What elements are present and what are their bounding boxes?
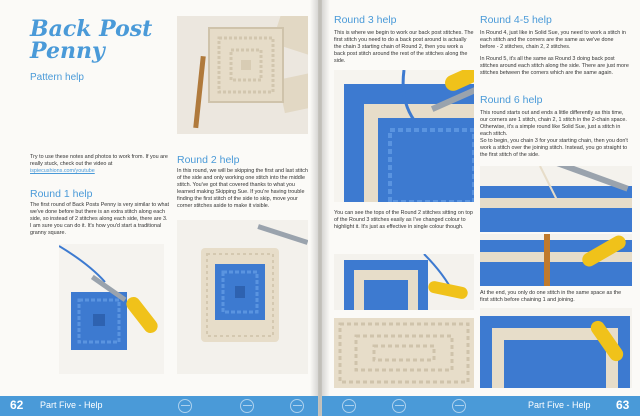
round2-image [177,220,308,374]
hero-photo [177,16,308,134]
left-page [0,0,318,396]
textured-square-image [334,318,474,388]
round45-heading: Round 4-5 help [480,14,552,26]
textured-square-photo [334,318,474,388]
left-page-number: 62 [10,398,24,412]
right-page [322,0,640,396]
round45-text-2: In Round 5, it's all the same as Round 3 doing back post stitches around each stitch along the side. There are just more stitches between the corners which are the same again. [480,56,629,76]
intro-paragraph: Try to use these notes and photos to work from. If you are really stuck, check out the video at ispiecushions.com/youtube [30,154,168,174]
pattern-title: Back Post Penny [30,16,153,64]
left-footer [0,396,318,416]
round3-detail-image [334,254,474,310]
round6-image-1 [480,166,632,232]
round6-text-1: This round starts out and ends a little differently as this time, our corners are 1 stitch, chain 2, 1 stitch in the 2-chain space. Otherwise, it's a simple round like Solid Sue, just a stitch in each stitch. [480,110,627,137]
round2-photo [177,220,308,374]
round1-heading: Round 1 help [30,188,93,200]
round6-image-3 [480,308,632,388]
page-gutter [310,0,330,416]
left-section-label: Part Five - Help [40,400,103,410]
youtube-link[interactable]: ispiecushions.com/youtube [30,168,95,174]
round6-photo-1 [480,166,632,232]
yarn-ball-icon [290,399,304,413]
right-page-number: 63 [616,398,630,412]
yarn-ball-icon [392,399,406,413]
round1-image [59,244,164,374]
round6-text-3: At the end, you only do one stitch in the same space as the first stitch before chaining 1 and joining. [480,290,622,303]
yarn-ball-icon [178,399,192,413]
granny-square-image [177,16,308,134]
round3-detail-photo [334,254,474,310]
round45-text-1: In Round 4, just like in Solid Sue, you need to work a stitch in each stitch and the corners are the same as we've done before - 2 stitches, chain 2, 2 stitches. [480,30,626,50]
right-section-label: Part Five - Help [528,400,591,410]
round3-photo [334,70,474,202]
round6-text-2: So to begin, you chain 3 for your starting chain, then you don't work a stitch over the joining stitch. Instead, you go straight to the first stitch of the side. [480,138,628,158]
round3-caption: You can see the tops of the Round 2 stitches sitting on top of the Round 3 stitches easily as I've changed colour to highlight it. It's just as effective in single colour though. [334,210,473,230]
round3-heading: Round 3 help [334,14,397,26]
round1-text: The first round of Back Posts Penny is very similar to what we've done before but there is an extra stitch along each side, so instead of 2 stitches along each side, there are 3. I am sure you can do it. It's how you'd start a traditional granny square. [30,202,170,236]
pattern-subtitle: Pattern help [30,72,84,83]
right-footer [322,396,640,416]
yarn-ball-icon [452,399,466,413]
round1-photo [59,244,164,374]
yarn-ball-icon [240,399,254,413]
round2-text: In this round, we will be skipping the first and last stitch of the side and only working one stitch into the middle stitch. You've got that covered thanks to what you learned making Skipping Sue. If you're having trouble finding the first stitch of the side to skip, move your corner stitches aside to make it visible. [177,168,308,209]
round6-image-2 [480,234,632,286]
yarn-ball-icon [342,399,356,413]
round3-image [334,70,474,202]
round6-photo-2 [480,234,632,286]
round2-heading: Round 2 help [177,154,240,166]
round3-text: This is where we begin to work our back post stitches. The first stitch you need to do a back post around is actually the chain 3 starting chain of Round 2, then you work a back post stitch around the rest of the stitches along the side. [334,30,474,64]
round6-photo-3 [480,308,632,388]
round6-heading: Round 6 help [480,94,543,106]
